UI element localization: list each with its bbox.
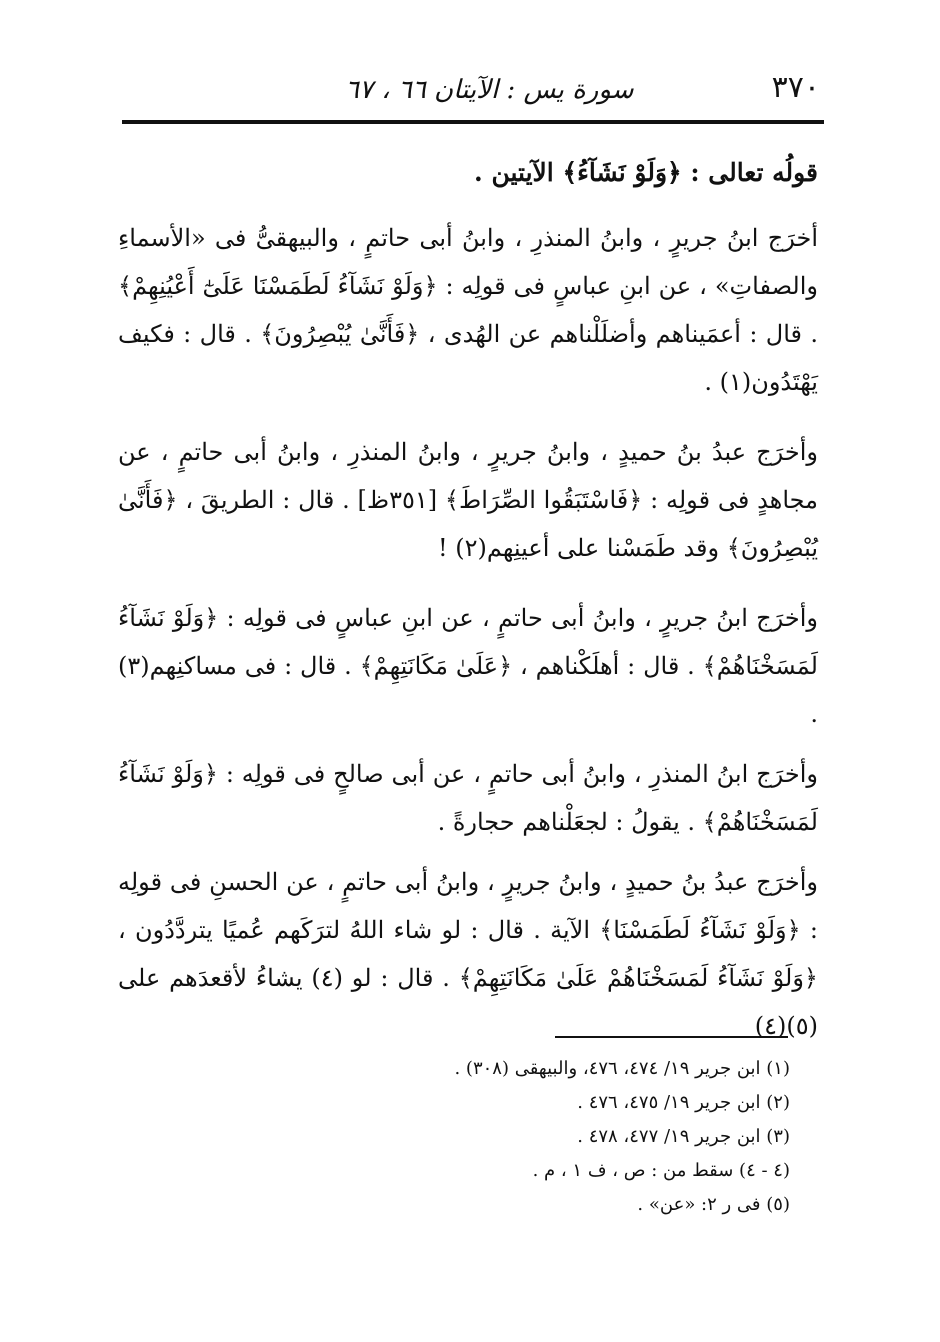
footnote: (٤ - ٤) سقط من : ص ، ف ١ ، م . xyxy=(532,1160,790,1181)
footnote: (٣) ابن جرير ١٩/ ٤٧٧، ٤٧٨ . xyxy=(577,1126,790,1147)
footnotes xyxy=(380,1052,790,1222)
paragraph: أخرَج ابنُ جريرٍ ، وابنُ المنذرِ ، وابنُ أبى حاتمٍ ، والبيهقىُّ فى «الأسماءِ والصفاتِ» ، عن ابنِ عباسٍ فى قولِه : ﴿وَلَوْ نَشَآءُ لَطَمَسْنَا عَلَىٰٓ أَعْيُنِهِمْ﴾ . قال : أعمَيناهم وأضلَلْناهم عن الهُدى ، ﴿فَأَنَّىٰ يُبْصِرُونَ﴾ . قال : فكيف يَهْتَدُون(١) . xyxy=(118,224,818,396)
page-header xyxy=(120,66,820,116)
running-title: سورة يس : الآيتان ٦٦ ، ٦٧ xyxy=(345,75,634,105)
footnote: (١) ابن جرير ١٩/ ٤٧٤، ٤٧٦، والبيهقى (٣٠٨) . xyxy=(454,1058,790,1079)
header-rule xyxy=(122,120,824,124)
main-text xyxy=(118,150,818,1062)
section-heading: قولُه تعالى : ﴿وَلَوْ نَشَآءُ﴾ الآيتين . xyxy=(474,158,818,187)
footnote: (٥) فى ر ٢: «عن» . xyxy=(637,1194,790,1215)
footnote-rule xyxy=(555,1036,788,1038)
paragraph: وأخرَج ابنُ المنذرِ ، وابنُ أبى حاتمٍ ، عن أبى صالحٍ فى قولِه : ﴿وَلَوْ نَشَآءُ لَمَسَخْنَاهُمْ﴾ . يقولُ : لجعَلْناهم حجارةً . xyxy=(118,760,818,836)
paragraph: وأخرَج ابنُ جريرٍ ، وابنُ أبى حاتمٍ ، عن ابنِ عباسٍ فى قولِه : ﴿وَلَوْ نَشَآءُ لَمَسَخْنَاهُمْ﴾ . قال : أهلَكْناهم ، ﴿عَلَىٰ مَكَانَتِهِمْ﴾ . قال : فى مساكنِهم(٣) . xyxy=(118,604,818,728)
paragraph: وأخرَج عبدُ بنُ حميدٍ ، وابنُ جريرٍ ، وابنُ المنذرِ ، وابنُ أبى حاتمٍ ، عن مجاهدٍ فى قولِه : ﴿فَاسْتَبَقُوا الصِّرَاطَ﴾ [٣٥١ظ] . قال : الطريقَ ، ﴿فَأَنَّىٰ يُبْصِرُونَ﴾ وقد طَمَسْنا على أعينِهم(٢) ! xyxy=(118,438,818,562)
page-number: ٣٧٠ xyxy=(771,70,820,105)
footnote: (٢) ابن جرير ١٩/ ٤٧٥، ٤٧٦ . xyxy=(577,1092,790,1113)
paragraph: وأخرَج عبدُ بنُ حميدٍ ، وابنُ جريرٍ ، وابنُ أبى حاتمٍ ، عن الحسنِ فى قولِه : ﴿وَلَوْ نَشَآءُ لَطَمَسْنَا﴾ الآية . قال : لو شاء اللهُ لترَكَهم عُميًا يتردَّدُون ، ﴿وَلَوْ نَشَآءُ لَمَسَخْنَاهُمْ عَلَىٰ مَكَانَتِهِمْ﴾ . قال : لو (٤) يشاءُ لأقعدَهم على (٥)(٤) xyxy=(118,868,818,1040)
